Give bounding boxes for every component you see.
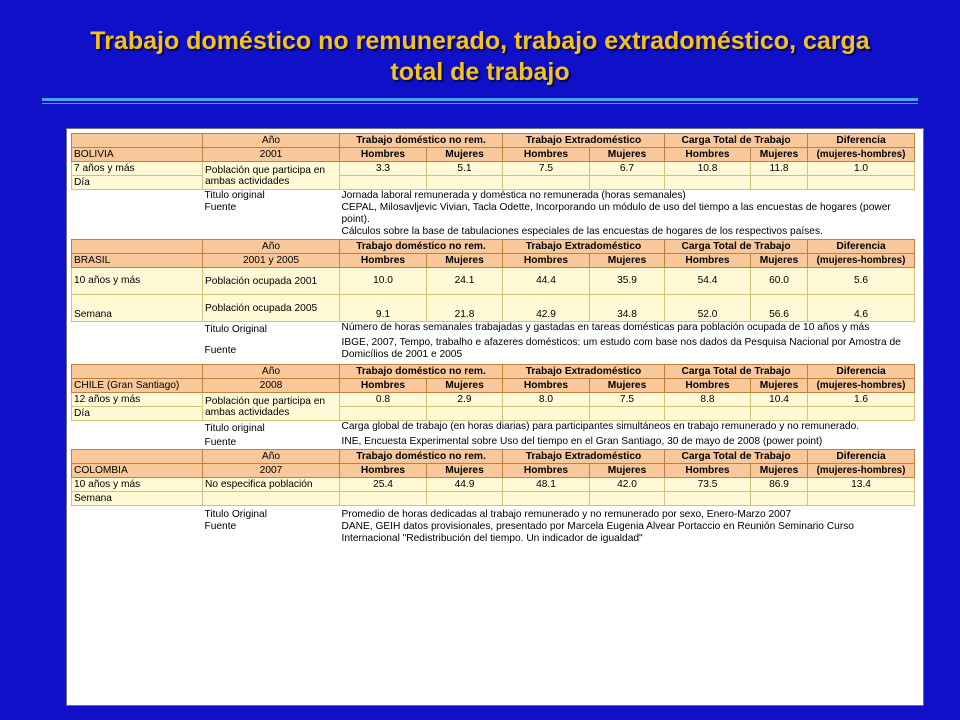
fuente-label: Fuente xyxy=(203,521,340,545)
value-cell: 1.6 xyxy=(808,393,915,407)
subheader-hombres: Hombres xyxy=(340,254,427,268)
brasil-subheader-row xyxy=(72,254,915,268)
country-label: BRASIL xyxy=(72,254,203,268)
year-value: 2007 xyxy=(203,464,340,478)
population-label: Población ocupada 2001 xyxy=(203,268,340,295)
subheader-hombres: Hombres xyxy=(665,464,751,478)
population-label: No especifica población xyxy=(203,478,340,492)
bolivia-fuente-row xyxy=(72,202,915,226)
subheader-mujeres: Mujeres xyxy=(427,254,503,268)
group-header-difference: Diferencia xyxy=(808,240,915,254)
value-cell: 7.5 xyxy=(503,162,590,176)
group-header-extradomestic: Trabajo Extradoméstico xyxy=(503,450,665,464)
colombia-subheader-row xyxy=(72,464,915,478)
group-header-difference: Diferencia xyxy=(808,450,915,464)
group-header-domestic: Trabajo doméstico no rem. xyxy=(340,450,503,464)
value-cell: 24.1 xyxy=(427,268,503,295)
subheader-mujeres: Mujeres xyxy=(590,254,665,268)
subheader-hombres: Hombres xyxy=(665,254,751,268)
value-cell: 10.8 xyxy=(665,162,751,176)
bolivia-header-row xyxy=(72,134,915,148)
subheader-mujeres: Mujeres xyxy=(590,464,665,478)
subheader-hombres: Hombres xyxy=(503,148,590,162)
value-cell: 2.9 xyxy=(427,393,503,407)
colombia-data-row xyxy=(72,478,915,492)
titulo-text: Promedio de horas dedicadas al trabajo remunerado y no remunerado por sexo, Enero-Marzo 2007 xyxy=(340,509,915,521)
age-label: 10 años y más xyxy=(72,478,203,492)
fuente-text: INE, Encuesta Experimental sobre Uso del tiempo en el Gran Santiago, 30 de mayo de 2008 (power point) xyxy=(340,436,915,450)
subheader-difference: (mujeres-hombres) xyxy=(808,148,915,162)
subheader-hombres: Hombres xyxy=(665,148,751,162)
titulo-label: Titulo Original xyxy=(203,509,340,521)
year-header: Año xyxy=(203,240,340,254)
bolivia-titulo-row xyxy=(72,190,915,203)
year-value: 2001 y 2005 xyxy=(203,254,340,268)
bolivia-subheader-row xyxy=(72,148,915,162)
group-header-domestic: Trabajo doméstico no rem. xyxy=(340,134,503,148)
slide-title-line-1: Trabajo doméstico no remunerado, trabajo extradoméstico, carga xyxy=(90,27,870,55)
group-header-total-load: Carga Total de Trabajo xyxy=(665,134,808,148)
subheader-mujeres: Mujeres xyxy=(590,379,665,393)
bolivia-calculos-row xyxy=(72,226,915,240)
value-cell: 44.4 xyxy=(503,268,590,295)
subheader-mujeres: Mujeres xyxy=(427,464,503,478)
age-label: 7 años y más xyxy=(72,162,203,176)
value-cell: 13.4 xyxy=(808,478,915,492)
value-cell: 21.8 xyxy=(427,295,503,322)
title-underline-thick xyxy=(42,98,918,101)
group-header-domestic: Trabajo doméstico no rem. xyxy=(340,240,503,254)
population-label: Población que participa en ambas actividades xyxy=(203,393,340,421)
subheader-mujeres: Mujeres xyxy=(427,379,503,393)
population-label: Población que participa en ambas actividades xyxy=(203,162,340,190)
fuente-text: CEPAL, Milosavljevic Vivian, Tacla Odette, Incorporando un módulo de uso del tiempo a las encuestas de hogares (power point). xyxy=(340,202,915,226)
subheader-mujeres: Mujeres xyxy=(427,148,503,162)
colombia-titulo-row xyxy=(72,509,915,521)
value-cell: 8.8 xyxy=(665,393,751,407)
value-cell: 8.0 xyxy=(503,393,590,407)
year-value: 2001 xyxy=(203,148,340,162)
value-cell: 6.7 xyxy=(590,162,665,176)
spreadsheet-panel xyxy=(66,128,924,706)
colombia-fuente-row xyxy=(72,521,915,545)
fuente-text: DANE, GEIH datos provisionales, presentado por Marcela Eugenia Alvear Portaccio en Reunión Seminario Curso Internacional "Redistribución del tiempo. Un indicador de igualdad" xyxy=(340,521,915,545)
unit-label: Día xyxy=(72,407,203,421)
age-label: 10 años y más xyxy=(72,268,203,295)
value-cell: 73.5 xyxy=(665,478,751,492)
group-header-extradomestic: Trabajo Extradoméstico xyxy=(503,134,665,148)
value-cell: 60.0 xyxy=(751,268,808,295)
colombia-header-row xyxy=(72,450,915,464)
subheader-mujeres: Mujeres xyxy=(590,148,665,162)
titulo-label: Titulo original xyxy=(203,421,340,437)
group-header-extradomestic: Trabajo Extradoméstico xyxy=(503,365,665,379)
title-underline-thin xyxy=(42,103,918,104)
subheader-hombres: Hombres xyxy=(503,464,590,478)
chile-titulo-row xyxy=(72,421,915,437)
chile-data-row xyxy=(72,393,915,407)
age-label: 12 años y más xyxy=(72,393,203,407)
value-cell: 34.8 xyxy=(590,295,665,322)
titulo-text: Número de horas semanales trabajadas y gastadas en tareas domésticas para población ocupada de 10 años y más xyxy=(340,322,915,338)
group-header-extradomestic: Trabajo Extradoméstico xyxy=(503,240,665,254)
brasil-fuente-row xyxy=(72,337,915,365)
value-cell: 42.0 xyxy=(590,478,665,492)
titulo-label: Titulo Original xyxy=(203,322,340,338)
fuente-text: IBGE, 2007, Tempo, trabalho e afazeres domésticos: um estudo com base nos dados da Pesquisa Nacional por Amostra de Domicílios de 2001 e 2005 xyxy=(340,337,915,365)
value-cell: 25.4 xyxy=(340,478,427,492)
subheader-mujeres: Mujeres xyxy=(751,148,808,162)
country-label: BOLIVIA xyxy=(72,148,203,162)
value-cell: 4.6 xyxy=(808,295,915,322)
subheader-hombres: Hombres xyxy=(340,379,427,393)
subheader-difference: (mujeres-hombres) xyxy=(808,254,915,268)
bolivia-data-row xyxy=(72,162,915,176)
value-cell: 7.5 xyxy=(590,393,665,407)
year-header: Año xyxy=(203,134,340,148)
value-cell: 10.4 xyxy=(751,393,808,407)
unit-label: Día xyxy=(72,176,203,190)
subheader-hombres: Hombres xyxy=(665,379,751,393)
value-cell: 5.6 xyxy=(808,268,915,295)
titulo-text: Carga global de trabajo (en horas diarias) para participantes simultáneos en trabajo remunerado y no remunerado. xyxy=(340,421,915,437)
slide-title xyxy=(0,26,960,88)
calculos-text: Cálculos sobre la base de tabulaciones especiales de las encuestas de hogares de los respectivos países. xyxy=(340,226,915,240)
value-cell: 35.9 xyxy=(590,268,665,295)
year-header: Año xyxy=(203,365,340,379)
brasil-header-row xyxy=(72,240,915,254)
subheader-mujeres: Mujeres xyxy=(751,464,808,478)
year-header: Año xyxy=(203,450,340,464)
year-value: 2008 xyxy=(203,379,340,393)
chile-fuente-row xyxy=(72,436,915,450)
group-header-total-load: Carga Total de Trabajo xyxy=(665,365,808,379)
bolivia-unit-row xyxy=(72,176,915,190)
subheader-hombres: Hombres xyxy=(503,254,590,268)
titulo-label: Titulo original xyxy=(203,190,340,203)
unit-label: Semana xyxy=(72,492,203,506)
group-header-total-load: Carga Total de Trabajo xyxy=(665,450,808,464)
group-header-total-load: Carga Total de Trabajo xyxy=(665,240,808,254)
value-cell: 42.9 xyxy=(503,295,590,322)
value-cell: 86.9 xyxy=(751,478,808,492)
value-cell: 44.9 xyxy=(427,478,503,492)
chile-subheader-row xyxy=(72,379,915,393)
value-cell: 48.1 xyxy=(503,478,590,492)
subheader-mujeres: Mujeres xyxy=(751,379,808,393)
country-label: COLOMBIA xyxy=(72,464,203,478)
value-cell: 5.1 xyxy=(427,162,503,176)
value-cell: 9.1 xyxy=(340,295,427,322)
slide-title-line-2: total de trabajo xyxy=(390,58,570,86)
group-header-difference: Diferencia xyxy=(808,134,915,148)
chile-unit-row xyxy=(72,407,915,421)
titulo-text: Jornada laboral remunerada y doméstica no remunerada (horas semanales) xyxy=(340,190,915,203)
colombia-unit-row xyxy=(72,492,915,506)
brasil-data-row-2005 xyxy=(72,295,915,322)
brasil-data-row-2001 xyxy=(72,268,915,295)
data-table xyxy=(71,133,915,545)
value-cell: 3.3 xyxy=(340,162,427,176)
country-label: CHILE (Gran Santiago) xyxy=(72,379,203,393)
subheader-hombres: Hombres xyxy=(340,148,427,162)
unit-label: Semana xyxy=(72,295,203,322)
value-cell: 1.0 xyxy=(808,162,915,176)
chile-header-row xyxy=(72,365,915,379)
subheader-hombres: Hombres xyxy=(503,379,590,393)
value-cell: 10.0 xyxy=(340,268,427,295)
group-header-difference: Diferencia xyxy=(808,365,915,379)
fuente-label: Fuente xyxy=(203,337,340,365)
subheader-difference: (mujeres-hombres) xyxy=(808,379,915,393)
fuente-label: Fuente xyxy=(203,436,340,450)
value-cell: 0.8 xyxy=(340,393,427,407)
brasil-titulo-row xyxy=(72,322,915,338)
group-header-domestic: Trabajo doméstico no rem. xyxy=(340,365,503,379)
value-cell: 52.0 xyxy=(665,295,751,322)
population-label: Población ocupada 2005 xyxy=(203,295,340,322)
subheader-hombres: Hombres xyxy=(340,464,427,478)
value-cell: 11.8 xyxy=(751,162,808,176)
value-cell: 54.4 xyxy=(665,268,751,295)
fuente-label: Fuente xyxy=(203,202,340,226)
value-cell: 56.6 xyxy=(751,295,808,322)
subheader-difference: (mujeres-hombres) xyxy=(808,464,915,478)
subheader-mujeres: Mujeres xyxy=(751,254,808,268)
